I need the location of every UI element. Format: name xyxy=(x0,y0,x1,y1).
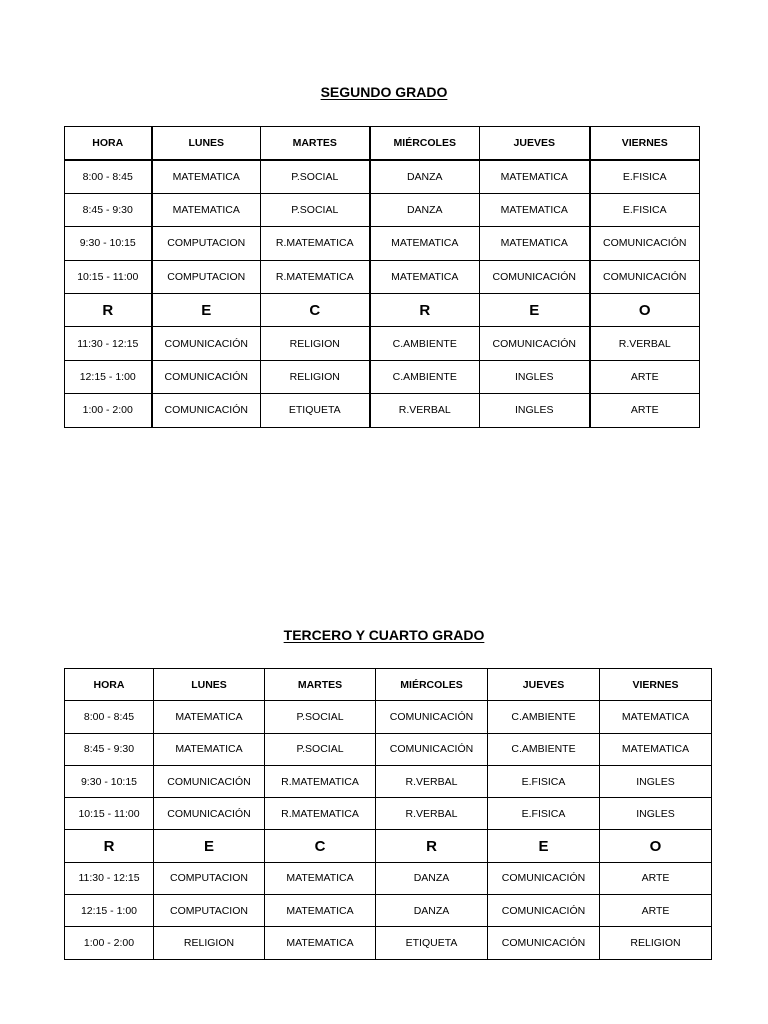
recess-letter: C xyxy=(265,830,376,862)
subject-cell: E.FISICA xyxy=(488,798,600,830)
subject-cell: ARTE xyxy=(590,360,700,393)
schedule-body xyxy=(65,669,712,960)
header-row xyxy=(65,127,700,160)
subject-cell: C.AMBIENTE xyxy=(488,701,600,733)
subject-cell: R.MATEMATICA xyxy=(261,227,370,260)
column-header: MIÉRCOLES xyxy=(370,127,480,160)
column-header: MARTES xyxy=(261,127,370,160)
column-header: JUEVES xyxy=(480,127,590,160)
subject-cell: MATEMATICA xyxy=(265,862,376,894)
schedule-body xyxy=(65,127,700,428)
subject-cell: INGLES xyxy=(480,394,590,427)
time-cell: 1:00 - 2:00 xyxy=(65,394,152,427)
time-cell: 10:15 - 11:00 xyxy=(65,260,152,293)
column-header: VIERNES xyxy=(590,127,700,160)
subject-cell: RELIGION xyxy=(261,360,370,393)
subject-cell: COMUNICACIÓN xyxy=(480,327,590,360)
column-header: LUNES xyxy=(152,127,261,160)
subject-cell: MATEMATICA xyxy=(480,160,590,193)
time-cell: 8:45 - 9:30 xyxy=(65,733,154,765)
subject-cell: ARTE xyxy=(600,862,712,894)
column-header: VIERNES xyxy=(600,669,712,701)
subject-cell: COMPUTACION xyxy=(154,862,265,894)
schedule-title-tercero-cuarto-grado: TERCERO Y CUARTO GRADO xyxy=(283,627,485,643)
table-row xyxy=(65,227,700,260)
table-row xyxy=(65,260,700,293)
table-row xyxy=(65,733,712,765)
column-header: HORA xyxy=(65,669,154,701)
recess-letter: E xyxy=(154,830,265,862)
recess-letter: R xyxy=(65,293,152,326)
subject-cell: MATEMATICA xyxy=(370,227,480,260)
subject-cell: COMPUTACION xyxy=(154,895,265,927)
time-cell: 8:00 - 8:45 xyxy=(65,701,154,733)
recess-row xyxy=(65,293,700,326)
subject-cell: R.VERBAL xyxy=(370,394,480,427)
recess-letter: E xyxy=(488,830,600,862)
subject-cell: MATEMATICA xyxy=(154,701,265,733)
time-cell: 11:30 - 12:15 xyxy=(65,862,154,894)
column-header: HORA xyxy=(65,127,152,160)
subject-cell: R.VERBAL xyxy=(376,798,488,830)
subject-cell: RELIGION xyxy=(154,927,265,959)
time-cell: 8:00 - 8:45 xyxy=(65,160,152,193)
subject-cell: P.SOCIAL xyxy=(261,160,370,193)
subject-cell: C.AMBIENTE xyxy=(488,733,600,765)
schedule-title-segundo-grado: SEGUNDO GRADO xyxy=(320,84,448,100)
table-row xyxy=(65,360,700,393)
subject-cell: MATEMATICA xyxy=(154,733,265,765)
subject-cell: COMUNICACIÓN xyxy=(152,327,261,360)
subject-cell: RELIGION xyxy=(600,927,712,959)
table-row xyxy=(65,193,700,226)
subject-cell: R.VERBAL xyxy=(376,765,488,797)
subject-cell: COMUNICACIÓN xyxy=(154,765,265,797)
subject-cell: DANZA xyxy=(370,193,480,226)
subject-cell: C.AMBIENTE xyxy=(370,360,480,393)
subject-cell: ARTE xyxy=(600,895,712,927)
recess-letter: E xyxy=(480,293,590,326)
recess-letter: R xyxy=(65,830,154,862)
recess-letter: R xyxy=(370,293,480,326)
subject-cell: R.MATEMATICA xyxy=(261,260,370,293)
subject-cell: P.SOCIAL xyxy=(265,701,376,733)
subject-cell: COMUNICACIÓN xyxy=(488,895,600,927)
subject-cell: MATEMATICA xyxy=(265,895,376,927)
subject-cell: ARTE xyxy=(590,394,700,427)
subject-cell: COMUNICACIÓN xyxy=(152,360,261,393)
subject-cell: MATEMATICA xyxy=(152,160,261,193)
subject-cell: MATEMATICA xyxy=(370,260,480,293)
subject-cell: MATEMATICA xyxy=(152,193,261,226)
subject-cell: DANZA xyxy=(376,862,488,894)
subject-cell: COMUNICACIÓN xyxy=(590,260,700,293)
subject-cell: E.FISICA xyxy=(590,193,700,226)
table-row xyxy=(65,895,712,927)
subject-cell: INGLES xyxy=(600,765,712,797)
subject-cell: COMPUTACION xyxy=(152,260,261,293)
time-cell: 9:30 - 10:15 xyxy=(65,765,154,797)
subject-cell: COMUNICACIÓN xyxy=(376,733,488,765)
subject-cell: R.MATEMATICA xyxy=(265,765,376,797)
time-cell: 10:15 - 11:00 xyxy=(65,798,154,830)
table-row xyxy=(65,160,700,193)
subject-cell: DANZA xyxy=(370,160,480,193)
subject-cell: ETIQUETA xyxy=(376,927,488,959)
subject-cell: COMUNICACIÓN xyxy=(488,927,600,959)
time-cell: 9:30 - 10:15 xyxy=(65,227,152,260)
table-row xyxy=(65,394,700,427)
subject-cell: COMUNICACIÓN xyxy=(376,701,488,733)
subject-cell: INGLES xyxy=(600,798,712,830)
subject-cell: C.AMBIENTE xyxy=(370,327,480,360)
subject-cell: MATEMATICA xyxy=(480,193,590,226)
subject-cell: ETIQUETA xyxy=(261,394,370,427)
subject-cell: E.FISICA xyxy=(590,160,700,193)
subject-cell: COMUNICACIÓN xyxy=(590,227,700,260)
column-header: MIÉRCOLES xyxy=(376,669,488,701)
header-row xyxy=(65,669,712,701)
recess-letter: E xyxy=(152,293,261,326)
column-header: LUNES xyxy=(154,669,265,701)
table-row xyxy=(65,862,712,894)
column-header: JUEVES xyxy=(488,669,600,701)
column-header: MARTES xyxy=(265,669,376,701)
table-row xyxy=(65,327,700,360)
time-cell: 11:30 - 12:15 xyxy=(65,327,152,360)
subject-cell: COMPUTACION xyxy=(152,227,261,260)
subject-cell: COMUNICACIÓN xyxy=(154,798,265,830)
subject-cell: MATEMATICA xyxy=(480,227,590,260)
schedule-table-tercero-cuarto-grado xyxy=(64,668,712,960)
recess-letter: O xyxy=(600,830,712,862)
subject-cell: COMUNICACIÓN xyxy=(488,862,600,894)
table-row xyxy=(65,701,712,733)
subject-cell: COMUNICACIÓN xyxy=(152,394,261,427)
recess-letter: O xyxy=(590,293,700,326)
table-row xyxy=(65,927,712,959)
table-row xyxy=(65,798,712,830)
subject-cell: COMUNICACIÓN xyxy=(480,260,590,293)
time-cell: 1:00 - 2:00 xyxy=(65,927,154,959)
subject-cell: MATEMATICA xyxy=(600,701,712,733)
table-row xyxy=(65,765,712,797)
subject-cell: INGLES xyxy=(480,360,590,393)
subject-cell: P.SOCIAL xyxy=(265,733,376,765)
time-cell: 12:15 - 1:00 xyxy=(65,895,154,927)
subject-cell: DANZA xyxy=(376,895,488,927)
schedule-table-segundo-grado xyxy=(64,126,700,428)
recess-letter: C xyxy=(261,293,370,326)
subject-cell: R.VERBAL xyxy=(590,327,700,360)
subject-cell: R.MATEMATICA xyxy=(265,798,376,830)
subject-cell: MATEMATICA xyxy=(265,927,376,959)
subject-cell: P.SOCIAL xyxy=(261,193,370,226)
time-cell: 12:15 - 1:00 xyxy=(65,360,152,393)
subject-cell: MATEMATICA xyxy=(600,733,712,765)
recess-row xyxy=(65,830,712,862)
subject-cell: RELIGION xyxy=(261,327,370,360)
recess-letter: R xyxy=(376,830,488,862)
time-cell: 8:45 - 9:30 xyxy=(65,193,152,226)
subject-cell: E.FISICA xyxy=(488,765,600,797)
